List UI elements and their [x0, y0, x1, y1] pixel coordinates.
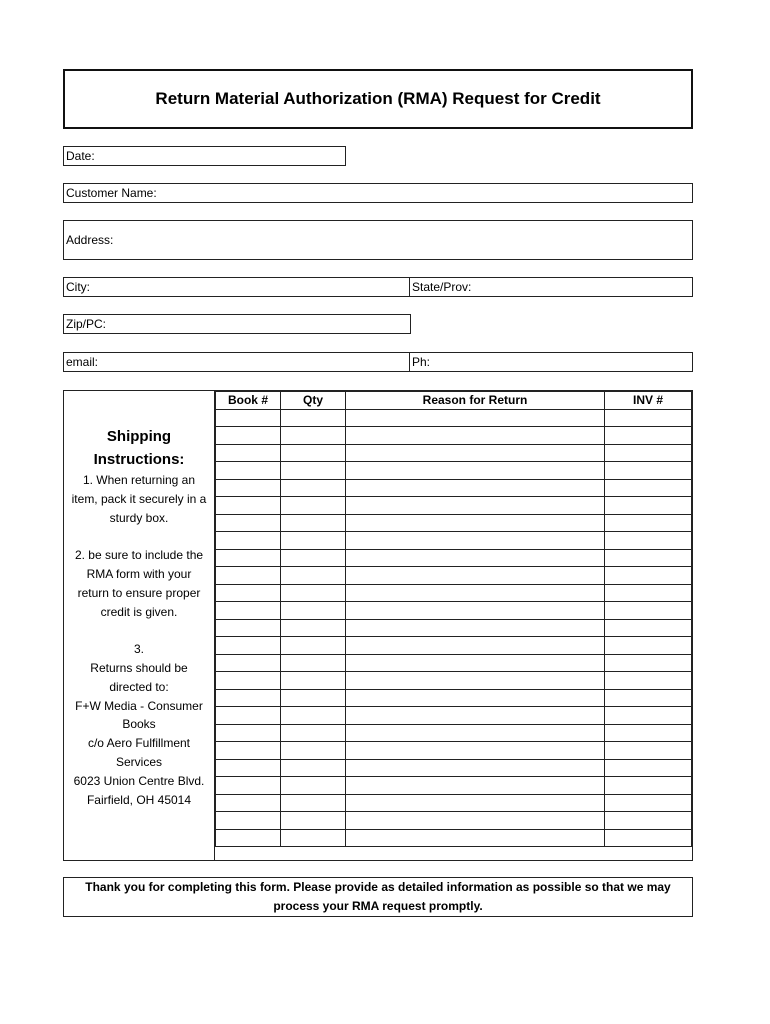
reason-cell[interactable]	[346, 707, 605, 725]
reason-cell[interactable]	[346, 794, 605, 812]
inv-number-cell[interactable]	[605, 672, 692, 690]
book-number-cell[interactable]	[216, 759, 281, 777]
reason-cell[interactable]	[346, 672, 605, 690]
inv-number-cell[interactable]	[605, 514, 692, 532]
table-row	[216, 707, 692, 725]
book-number-cell[interactable]	[216, 724, 281, 742]
reason-cell[interactable]	[346, 479, 605, 497]
qty-cell[interactable]	[281, 444, 346, 462]
inv-number-cell[interactable]	[605, 549, 692, 567]
inv-number-cell[interactable]	[605, 742, 692, 760]
return-items-grid	[215, 391, 691, 847]
book-number-cell[interactable]	[216, 619, 281, 637]
city-field[interactable]	[63, 277, 411, 297]
reason-cell[interactable]	[346, 812, 605, 830]
inv-number-cell[interactable]	[605, 777, 692, 795]
book-number-cell[interactable]	[216, 479, 281, 497]
table-row	[216, 409, 692, 427]
qty-cell[interactable]	[281, 777, 346, 795]
reason-cell[interactable]	[346, 549, 605, 567]
qty-cell[interactable]	[281, 479, 346, 497]
shipping-instructions-text: 1. When returning an item, pack it securely in a sturdy box. 2. be sure to include the RMA form with your return to ensure proper credit is given. 3. Returns should be directed to: F+W Media - Consumer Books c/o Aero Fulfillment Services 6023 Union Centre Blvd. Fairfield, OH 45014	[71, 473, 207, 807]
table-row	[216, 532, 692, 550]
inv-number-cell[interactable]	[605, 532, 692, 550]
table-row	[216, 742, 692, 760]
shipping-instructions-title: Shipping Instructions:	[93, 428, 185, 468]
inv-number-cell[interactable]	[605, 567, 692, 585]
qty-cell[interactable]	[281, 689, 346, 707]
phone-field[interactable]	[409, 352, 693, 372]
book-number-cell[interactable]	[216, 794, 281, 812]
inv-number-cell[interactable]	[605, 462, 692, 480]
book-number-cell[interactable]	[216, 497, 281, 515]
shipping-instructions-panel	[64, 391, 215, 860]
thank-you-box	[63, 877, 693, 917]
date-field[interactable]	[63, 146, 346, 166]
email-label: email:	[66, 355, 99, 369]
reason-cell[interactable]	[346, 689, 605, 707]
qty-cell[interactable]	[281, 532, 346, 550]
qty-cell[interactable]	[281, 742, 346, 760]
reason-cell[interactable]	[346, 409, 605, 427]
thank-you-text: Thank you for completing this form. Please provide as detailed information as possible so that we may process your RMA request promptly.	[85, 880, 671, 913]
inv-number-cell[interactable]	[605, 497, 692, 515]
book-number-cell[interactable]	[216, 777, 281, 795]
book-number-cell[interactable]	[216, 602, 281, 620]
inv-number-cell[interactable]	[605, 427, 692, 445]
address-label: Address:	[66, 233, 114, 247]
table-row	[216, 794, 692, 812]
qty-cell[interactable]	[281, 409, 346, 427]
table-row	[216, 567, 692, 585]
qty-cell[interactable]	[281, 672, 346, 690]
reason-cell[interactable]	[346, 759, 605, 777]
book-number-cell[interactable]	[216, 444, 281, 462]
book-number-cell[interactable]	[216, 514, 281, 532]
address-field[interactable]	[63, 220, 693, 260]
table-row	[216, 514, 692, 532]
customer-name-field[interactable]	[63, 183, 693, 203]
phone-label: Ph:	[412, 355, 431, 369]
reason-cell[interactable]	[346, 514, 605, 532]
qty-cell[interactable]	[281, 602, 346, 620]
qty-cell[interactable]	[281, 724, 346, 742]
qty-cell[interactable]	[281, 794, 346, 812]
qty-cell[interactable]	[281, 497, 346, 515]
qty-cell[interactable]	[281, 829, 346, 847]
state-prov-label: State/Prov:	[412, 280, 472, 294]
book-number-cell[interactable]	[216, 672, 281, 690]
qty-cell[interactable]	[281, 759, 346, 777]
inv-number-cell[interactable]	[605, 602, 692, 620]
table-row	[216, 812, 692, 830]
table-row	[216, 777, 692, 795]
book-number-cell[interactable]	[216, 549, 281, 567]
table-row	[216, 672, 692, 690]
customer-name-label: Customer Name:	[66, 186, 157, 200]
qty-cell[interactable]	[281, 462, 346, 480]
qty-cell[interactable]	[281, 707, 346, 725]
reason-cell[interactable]	[346, 619, 605, 637]
form-title-box	[63, 69, 693, 129]
book-number-cell[interactable]	[216, 462, 281, 480]
book-number-cell[interactable]	[216, 584, 281, 602]
table-row	[216, 479, 692, 497]
table-row	[216, 584, 692, 602]
qty-cell[interactable]	[281, 549, 346, 567]
reason-cell[interactable]	[346, 532, 605, 550]
inv-number-cell[interactable]	[605, 707, 692, 725]
book-number-cell[interactable]	[216, 427, 281, 445]
table-row	[216, 619, 692, 637]
book-number-cell[interactable]	[216, 707, 281, 725]
reason-cell[interactable]	[346, 829, 605, 847]
city-label: City:	[66, 280, 90, 294]
qty-cell[interactable]	[281, 427, 346, 445]
table-row	[216, 549, 692, 567]
reason-cell[interactable]	[346, 567, 605, 585]
state-prov-field[interactable]	[409, 277, 693, 297]
book-number-cell[interactable]	[216, 567, 281, 585]
qty-cell[interactable]	[281, 654, 346, 672]
return-items-table	[215, 391, 692, 847]
table-header-row	[216, 392, 692, 410]
reason-cell[interactable]	[346, 444, 605, 462]
inv-number-cell[interactable]	[605, 689, 692, 707]
book-number-cell[interactable]	[216, 409, 281, 427]
inv-number-cell[interactable]	[605, 654, 692, 672]
book-number-cell[interactable]	[216, 654, 281, 672]
table-row	[216, 602, 692, 620]
inv-number-cell[interactable]	[605, 479, 692, 497]
email-field[interactable]	[63, 352, 411, 372]
table-row	[216, 462, 692, 480]
reason-cell[interactable]	[346, 777, 605, 795]
reason-cell[interactable]	[346, 654, 605, 672]
inv-number-cell[interactable]	[605, 637, 692, 655]
table-row	[216, 497, 692, 515]
book-number-header: Book #	[216, 392, 281, 410]
reason-cell[interactable]	[346, 724, 605, 742]
inv-number-cell[interactable]	[605, 812, 692, 830]
table-row	[216, 427, 692, 445]
book-number-cell[interactable]	[216, 637, 281, 655]
qty-cell[interactable]	[281, 584, 346, 602]
return-items-section	[63, 390, 693, 861]
table-row	[216, 759, 692, 777]
book-number-cell[interactable]	[216, 829, 281, 847]
inv-number-header: INV #	[605, 392, 692, 410]
reason-cell[interactable]	[346, 584, 605, 602]
table-row	[216, 637, 692, 655]
book-number-cell[interactable]	[216, 689, 281, 707]
reason-header: Reason for Return	[346, 392, 605, 410]
table-row	[216, 654, 692, 672]
inv-number-cell[interactable]	[605, 584, 692, 602]
reason-cell[interactable]	[346, 637, 605, 655]
table-row	[216, 829, 692, 847]
inv-number-cell[interactable]	[605, 759, 692, 777]
inv-number-cell[interactable]	[605, 444, 692, 462]
inv-number-cell[interactable]	[605, 409, 692, 427]
reason-cell[interactable]	[346, 462, 605, 480]
table-row	[216, 724, 692, 742]
book-number-cell[interactable]	[216, 812, 281, 830]
qty-cell[interactable]	[281, 619, 346, 637]
book-number-cell[interactable]	[216, 742, 281, 760]
qty-cell[interactable]	[281, 812, 346, 830]
qty-cell[interactable]	[281, 567, 346, 585]
qty-header: Qty	[281, 392, 346, 410]
inv-number-cell[interactable]	[605, 619, 692, 637]
qty-cell[interactable]	[281, 637, 346, 655]
reason-cell[interactable]	[346, 497, 605, 515]
table-row	[216, 444, 692, 462]
inv-number-cell[interactable]	[605, 794, 692, 812]
date-label: Date:	[66, 149, 95, 163]
reason-cell[interactable]	[346, 427, 605, 445]
zip-pc-field[interactable]	[63, 314, 411, 334]
inv-number-cell[interactable]	[605, 829, 692, 847]
qty-cell[interactable]	[281, 514, 346, 532]
table-row	[216, 689, 692, 707]
book-number-cell[interactable]	[216, 532, 281, 550]
reason-cell[interactable]	[346, 602, 605, 620]
reason-cell[interactable]	[346, 742, 605, 760]
form-title: Return Material Authorization (RMA) Request for Credit	[155, 89, 601, 108]
zip-pc-label: Zip/PC:	[66, 317, 107, 331]
inv-number-cell[interactable]	[605, 724, 692, 742]
